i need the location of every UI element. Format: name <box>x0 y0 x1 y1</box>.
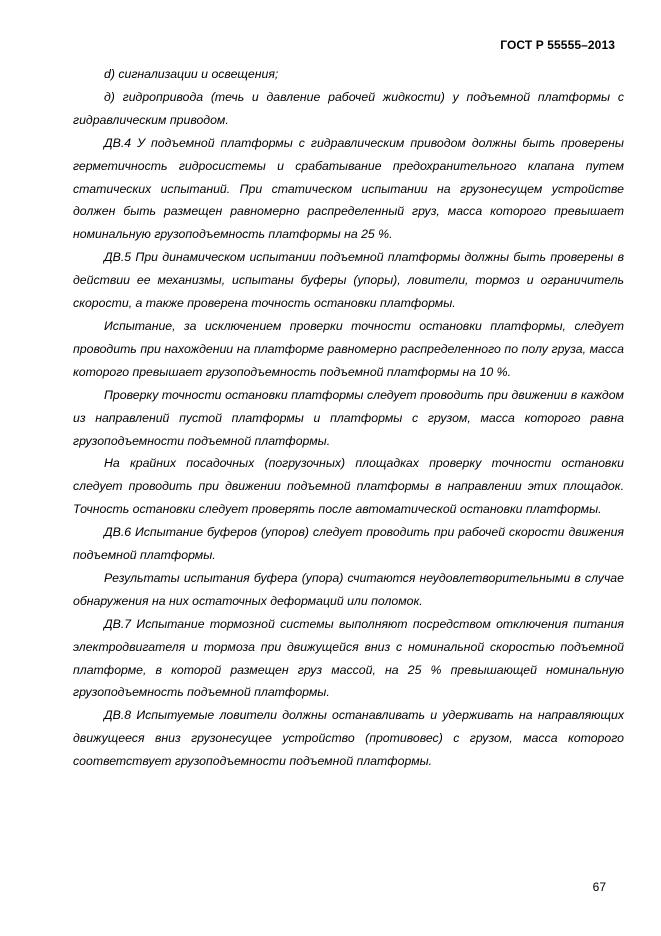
paragraph-dv4-static-test: ДВ.4 У подъемной платформы с гидравлическим приводом должны быть проверены герметичность гидросистемы и срабатывание предохранительного клапана путем статических испытаний. При статическом испытании на грузонесущем устройстве должен быть размещен равномерно распределенный груз, масса которого превышает номинальную грузоподъемность платформы на 25 %. <box>73 135 624 242</box>
paragraph-list-item-hydraulic-drive: д) гидропривода (течь и давление рабочей жидкости) у подъемной платформы с гидравлическим приводом. <box>73 89 624 127</box>
paragraph-test-load-conditions: Испытание, за исключением проверки точности остановки платформы, следует проводить при нахождении на платформе равномерно распределенного по полу груза, масса которого превышает грузоподъемность подъемной платформы на 10 %. <box>73 318 624 379</box>
paragraph-end-landings-check: На крайних посадочных (погрузочных) площадках проверку точности остановки следует проводить при движении подъемной платформы в направлении этих площадок. Точность остановки следует проверять после автоматической остановки платформы. <box>73 456 624 517</box>
paragraph-dv7-brake-test: ДВ.7 Испытание тормозной системы выполняют посредством отключения питания электродвигателя и тормоза при движущейся вниз с номинальной скоростью подъемной платформе, в которой размещен груз массой, на 25 % превышающей номинальную грузоподъемность подъемной платформы. <box>73 616 624 700</box>
standard-code-header: ГОСТ Р 55555–2013 <box>500 38 615 52</box>
paragraph-stop-accuracy-check: Проверку точности остановки платформы следует проводить при движении в каждом из направлений пустой платформы и платформы с грузом, масса которого равна грузоподъемности подъемной платформы. <box>73 387 624 448</box>
paragraph-dv6-buffer-test: ДВ.6 Испытание буферов (упоров) следует проводить при рабочей скорости движения подъемной платформы. <box>73 525 624 563</box>
paragraph-dv8-catchers-test: ДВ.8 Испытуемые ловители должны останавливать и удерживать на направляющих движущееся вниз грузонесущее устройство (противовес) с грузом, масса которого соответствует грузоподъемности подъемной платформы. <box>73 708 624 769</box>
paragraph-list-item-d-signaling: d) сигнализации и освещения; <box>104 67 279 81</box>
paragraph-buffer-test-results: Результаты испытания буфера (упора) считаются неудовлетворительными в случае обнаружения на них остаточных деформаций или поломок. <box>73 570 624 608</box>
page-number: 67 <box>592 880 606 894</box>
document-body <box>73 63 624 773</box>
paragraph-dv5-dynamic-test: ДВ.5 При динамическом испытании подъемной платформы должны быть проверены в действии ее механизмы, испытаны буферы (упоры), ловители, тормоз и ограничитель скорости, а также проверена точность остановки платформы. <box>73 250 624 311</box>
